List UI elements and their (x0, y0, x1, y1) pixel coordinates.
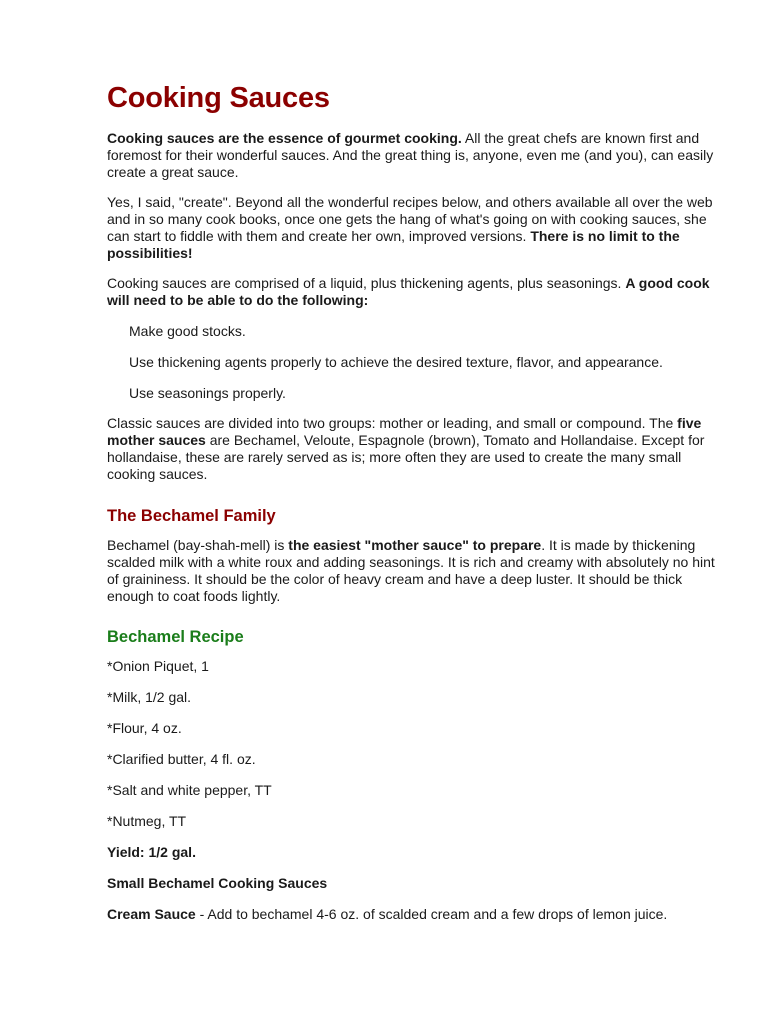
page-title: Cooking Sauces (107, 82, 330, 114)
ingredient-item: *Onion Piquet, 1 (107, 658, 209, 674)
small-sauces-bold: Small Bechamel Cooking Sauces (107, 875, 328, 891)
document-page (107, 80, 727, 937)
comprised-bold: A good cook will need to be able to do the following: (107, 275, 710, 308)
skill-item: Use seasonings properly. (129, 385, 286, 401)
bechamel-pre: Bechamel (bay-shah-mell) is (107, 537, 289, 553)
classic-paragraph (107, 415, 727, 483)
small-sauces-heading (107, 875, 727, 892)
classic-bold: five mother sauces (107, 415, 702, 448)
skill-item: Make good stocks. (129, 323, 246, 339)
recipe-heading: Bechamel Recipe (107, 628, 244, 646)
ingredient-item: *Clarified butter, 4 fl. oz. (107, 751, 256, 767)
bechamel-bold: the easiest "mother sauce" to prepare (288, 537, 542, 553)
cream-sauce-paragraph (107, 906, 727, 923)
cream-sauce-text: - Add to bechamel 4-6 oz. of scalded cream and a few drops of lemon juice. (195, 906, 668, 922)
ingredient-item: *Milk, 1/2 gal. (107, 689, 192, 705)
create-paragraph (107, 194, 727, 262)
recipe-yield (107, 844, 727, 861)
classic-post: are Bechamel, Veloute, Espagnole (brown), Tomato and Hollandaise. Except for hollandaise, these are rarely served as is; more often they are used to create the many small cooking sauces. (107, 432, 705, 482)
ingredient-item: *Flour, 4 oz. (107, 720, 182, 736)
ingredient-item: *Nutmeg, TT (107, 813, 187, 829)
ingredient-item: *Salt and white pepper, TT (107, 782, 272, 798)
classic-pre: Classic sauces are divided into two groups: mother or leading, and small or compound. The (107, 415, 678, 431)
skill-item: Use thickening agents properly to achieve the desired texture, flavor, and appearance. (129, 354, 663, 370)
yield-bold: Yield: 1/2 gal. (107, 844, 196, 860)
create-bold: There is no limit to the possibilities! (107, 228, 680, 261)
bechamel-post: . It is made by thickening scalded milk with a white roux and adding seasonings. It is rich and creamy with absolutely no hint of graininess. It should be the color of heavy cream and have a deep luster. It should be thick enough to coat foods lightly. (107, 537, 715, 604)
bechamel-family-heading: The Bechamel Family (107, 507, 276, 525)
comprised-text: Cooking sauces are comprised of a liquid, plus thickening agents, plus seasonings. (107, 275, 626, 291)
intro-text: All the great chefs are known first and foremost for their wonderful sauces. And the great thing is, anyone, even me (and you), can easily create a great sauce. (107, 130, 714, 180)
intro-bold: Cooking sauces are the essence of gourmet cooking. (107, 130, 462, 146)
bechamel-family-paragraph (107, 537, 727, 605)
comprised-paragraph (107, 275, 727, 309)
intro-paragraph (107, 130, 727, 181)
cream-sauce-bold: Cream Sauce (107, 906, 196, 922)
create-text: Yes, I said, "create". Beyond all the wonderful recipes below, and others available all over the web and in so many cook books, once one gets the hang of what's going on with cooking sauces, she can start to fiddle with them and create her own, improved versions. (107, 194, 713, 244)
